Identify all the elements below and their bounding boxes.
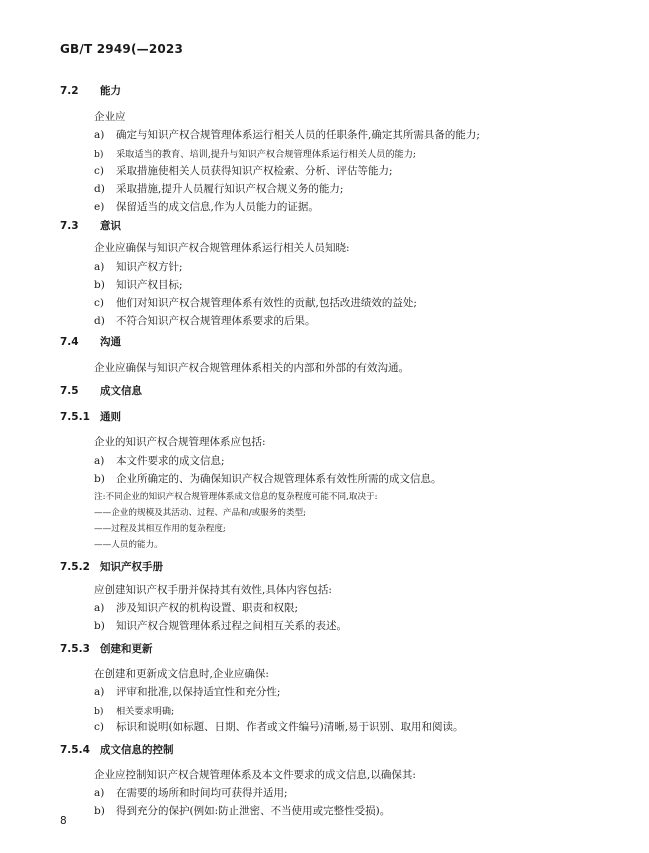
- list-item: b) 得到充分的保护(例如:防止泄密、不当使用或完整性受损)。: [94, 805, 391, 817]
- section-title: 创建和更新: [100, 643, 153, 655]
- list-item: b) 知识产权合规管理体系过程之间相互关系的表述。: [94, 620, 347, 632]
- list-item: a) 评审和批准,以保持适宜性和充分性;: [94, 686, 281, 698]
- section-7-5-4-intro: 企业应控制知识产权合规管理体系及本文件要求的成文信息,以确保其:: [94, 769, 416, 781]
- list-item: b) 相关要求明确;: [94, 706, 175, 717]
- list-item: d) 采取措施,提升人员履行知识产权合规义务的能力;: [94, 183, 344, 195]
- section-title: 通则: [100, 411, 121, 423]
- section-title: 沟通: [100, 336, 121, 348]
- list-item: c) 采取措施使相关人员获得知识产权检索、分析、评估等能力;: [94, 165, 393, 177]
- section-number: 7.2: [60, 85, 79, 97]
- section-7-5-1-intro: 企业的知识产权合规管理体系应包括:: [94, 436, 266, 448]
- list-item: a) 在需要的场所和时间均可获得并适用;: [94, 787, 288, 799]
- list-item: b) 企业所确定的、为确保知识产权合规管理体系有效性所需的成文信息。: [94, 473, 442, 485]
- list-item: b) 知识产权目标;: [94, 279, 183, 291]
- section-7-5-4-heading: [60, 742, 174, 757]
- section-number: 7.4: [60, 336, 79, 348]
- section-number: 7.5.4: [60, 744, 90, 756]
- section-7-5-heading: [60, 383, 142, 398]
- section-7-2-intro: 企业应: [94, 111, 126, 123]
- section-7-4-heading: [60, 334, 121, 349]
- section-7-3-heading: [60, 218, 121, 233]
- list-item: c) 他们对知识产权合规管理体系有效性的贡献,包括改进绩效的益处;: [94, 297, 417, 309]
- list-item: a) 确定与知识产权合规管理体系运行相关人员的任职条件,确定其所需具备的能力;: [94, 129, 480, 141]
- note-list-item: ——人员的能力。: [94, 540, 163, 550]
- list-item: a) 本文件要求的成文信息;: [94, 455, 225, 467]
- section-number: 7.5.1: [60, 411, 90, 423]
- note-list-item: ——企业的规模及其活动、过程、产品和/或服务的类型;: [94, 508, 307, 518]
- section-title: 意识: [100, 220, 121, 232]
- section-number: 7.5: [60, 385, 79, 397]
- section-7-2-heading: [60, 83, 121, 98]
- section-7-5-1-heading: [60, 409, 121, 424]
- page-number: 8: [60, 815, 67, 827]
- list-item: c) 标识和说明(如标题、日期、作者或文件编号)清晰,易于识别、取用和阅读。: [94, 721, 464, 733]
- section-number: 7.3: [60, 220, 79, 232]
- list-item: d) 不符合知识产权合规管理体系要求的后果。: [94, 315, 316, 327]
- section-7-5-3-heading: [60, 641, 153, 656]
- note-list-item: ——过程及其相互作用的复杂程度;: [94, 524, 226, 534]
- section-title: 知识产权手册: [100, 561, 163, 573]
- section-title: 成文信息的控制: [100, 744, 174, 756]
- section-7-3-intro: 企业应确保与知识产权合规管理体系运行相关人员知晓:: [94, 242, 350, 254]
- list-item: a) 涉及知识产权的机构设置、职责和权限;: [94, 602, 299, 614]
- list-item: a) 知识产权方针;: [94, 261, 183, 273]
- standard-number-header: GB/T 2949(—2023: [60, 42, 184, 56]
- section-7-5-2-intro: 应创建知识产权手册并保持其有效性,具体内容包括:: [94, 584, 332, 596]
- section-title: 成文信息: [100, 385, 142, 397]
- section-7-5-2-heading: [60, 559, 163, 574]
- list-item: b) 采取适当的教育、培训,提升与知识产权合规管理体系运行相关人员的能力;: [94, 149, 417, 160]
- note-text: 注:不同企业的知识产权合规管理体系成文信息的复杂程度可能不同,取决于:: [94, 492, 378, 502]
- section-7-4-intro: 企业应确保与知识产权合规管理体系相关的内部和外部的有效沟通。: [94, 362, 409, 374]
- section-number: 7.5.2: [60, 561, 90, 573]
- list-item: e) 保留适当的成文信息,作为人员能力的证据。: [94, 201, 319, 213]
- section-number: 7.5.3: [60, 643, 90, 655]
- section-title: 能力: [100, 85, 121, 97]
- section-7-5-3-intro: 在创建和更新成文信息时,企业应确保:: [94, 668, 269, 680]
